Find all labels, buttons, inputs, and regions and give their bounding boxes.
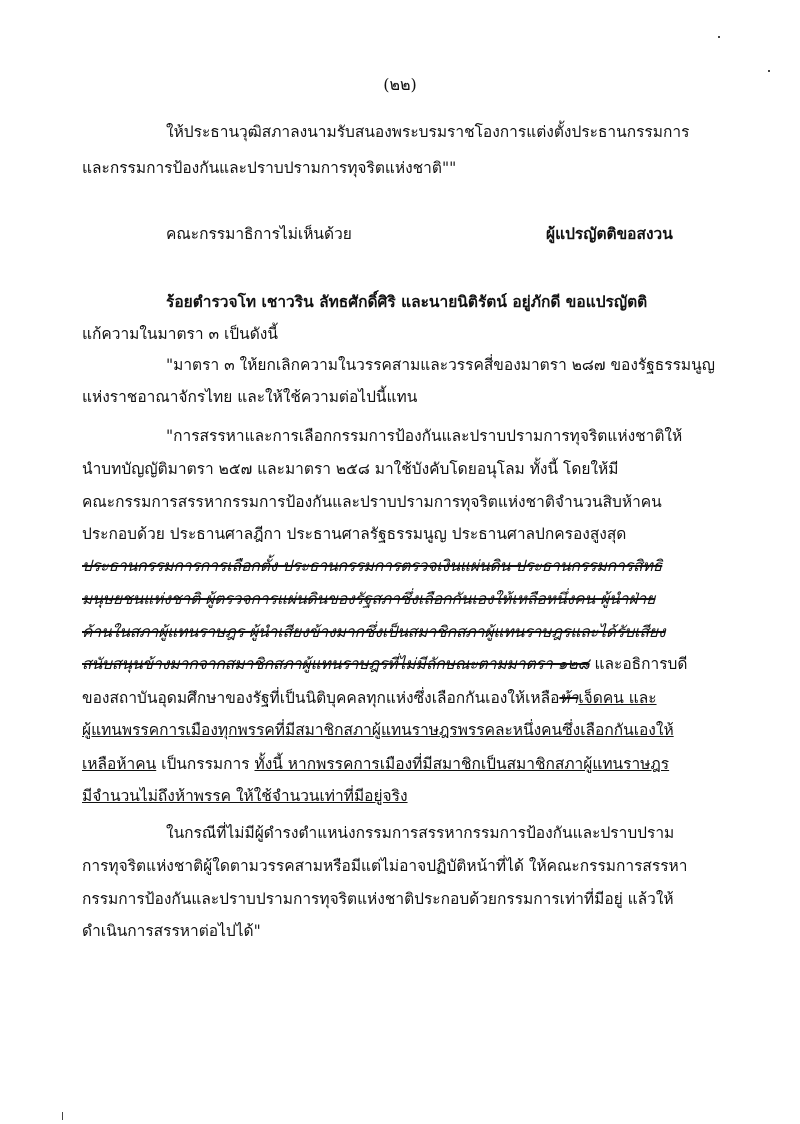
struck-line6: มนุษยชนแห่งชาติ ผู้ตรวจการแผ่นดินของรัฐสภาซึ่งเลือกกันเองให้เหลือหนึ่งคน ผู้นำฝ่าย — [82, 590, 656, 608]
section3-line1: "มาตรา ๓ ให้ยกเลิกความในวรรคสามและวรรคสี่ของมาตรา ๒๘๗ ของรัฐธรรมนูญ — [166, 356, 715, 374]
quote-line2: นำบทบัญญัติมาตรา ๒๕๗ และมาตรา ๒๕๘ มาใช้บังคับโดยอนุโลม ทั้งนี้ โดยให้มี — [82, 460, 619, 478]
last-para-line3: กรรมการป้องกันและปราบปรามการทุจริตแห่งชาติประกอบด้วยกรรมการเท่าที่มีอยู่ แล้วให้ — [82, 890, 674, 908]
last-para-line1: ในกรณีที่ไม่มีผู้ดำรงตำแหน่งกรรมการสรรหากรรมการป้องกันและปราบปราม — [166, 824, 675, 842]
struck-line8: สนับสนุนข้างมากจากสมาชิกสภาผู้แทนราษฎรที่ไม่มีลักษณะตามมาตรา ๑๒๘ — [82, 655, 590, 673]
quote-line3: คณะกรรมการสรรหากรรมการป้องกันและปราบปรามการทุจริตแห่งชาติจำนวนสิบห้าคน — [82, 493, 662, 511]
quote-line8 — [82, 653, 687, 675]
para1-line2: และกรรมการป้องกันและปราบปรามการทุจริตแห่งชาติ"" — [82, 159, 457, 177]
para1-line1: ให้ประธานวุฒิสภาลงนามรับสนองพระบรมราชโองการแต่งตั้งประธานกรรมการ — [166, 123, 690, 141]
amendment-line1: ร้อยตำรวจโท เชาวริน ลัทธศักดิ์ศิริ และนายนิติรัตน์ อยู่ภักดี ขอแปรญัตติ — [166, 292, 648, 311]
reservation-label: ผู้แปรญัตติขอสงวน — [546, 224, 673, 243]
scan-mark — [62, 1112, 63, 1120]
scan-speck — [768, 70, 770, 72]
last-para-line2: การทุจริตแห่งชาติผู้ใดตามวรรคสามหรือมีแต่ไม่อาจปฏิบัติหน้าที่ได้ ให้คณะกรรมการสรรหา — [82, 857, 688, 875]
inserted-seven: เจ็ดคน และ — [578, 689, 657, 707]
committee-opinion: คณะกรรมาธิการไม่เห็นด้วย — [166, 225, 352, 243]
inserted-line12: มีจำนวนไม่ถึงห้าพรรค ให้ใช้จำนวนเท่าที่มีอยู่จริง — [82, 787, 408, 805]
amendment-line2: แก้ความในมาตรา ๓ เป็นดังนี้ — [82, 325, 278, 343]
inserted-proviso: ทั้งนี้ หากพรรคการเมืองที่มีสมาชิกเป็นสมาชิกสภาผู้แทนราษฎร — [254, 755, 670, 773]
committee-text: เป็นกรรมการ — [156, 755, 255, 773]
quote-line11 — [82, 753, 669, 775]
last-para-line4: ดำเนินการสรรหาต่อไปได้" — [82, 922, 261, 940]
rector-text: และอธิการบดี — [589, 655, 688, 673]
page-number: (๒๒) — [383, 75, 417, 94]
quote-line4: ประกอบด้วย ประธานศาลฎีกา ประธานศาลรัฐธรรมนูญ ประธานศาลปกครองสูงสุด — [82, 525, 627, 543]
quote-line9 — [82, 687, 657, 709]
scan-speck — [718, 36, 720, 38]
line9-text: ของสถาบันอุดมศึกษาของรัฐที่เป็นนิติบุคคลทุกแห่งซึ่งเลือกกันเองให้เหลือ — [82, 689, 560, 707]
struck-five: ห้า — [559, 689, 579, 707]
inserted-line10: ผู้แทนพรรคการเมืองทุกพรรคที่มีสมาชิกสภาผู้แทนราษฎรพรรคละหนึ่งคนซึ่งเลือกกันเองให้ — [82, 721, 674, 739]
quote-line1: "การสรรหาและการเลือกกรรมการป้องกันและปราบปรามการทุจริตแห่งชาติให้ — [166, 427, 683, 445]
struck-line7: ค้านในสภาผู้แทนราษฎร ผู้นำเสียงข้างมากซึ่งเป็นสมาชิกสภาผู้แทนราษฎรและได้รับเสียง — [82, 623, 666, 641]
section3-line2: แห่งราชอาณาจักรไทย และให้ใช้ความต่อไปนี้แทน — [82, 388, 418, 406]
struck-line5: ประธานกรรมการการเลือกตั้ง ประธานกรรมการตรวจเงินแผ่นดิน ประธานกรรมการสิทธิ — [82, 557, 663, 575]
inserted-five-persons: เหลือห้าคน — [82, 755, 157, 773]
